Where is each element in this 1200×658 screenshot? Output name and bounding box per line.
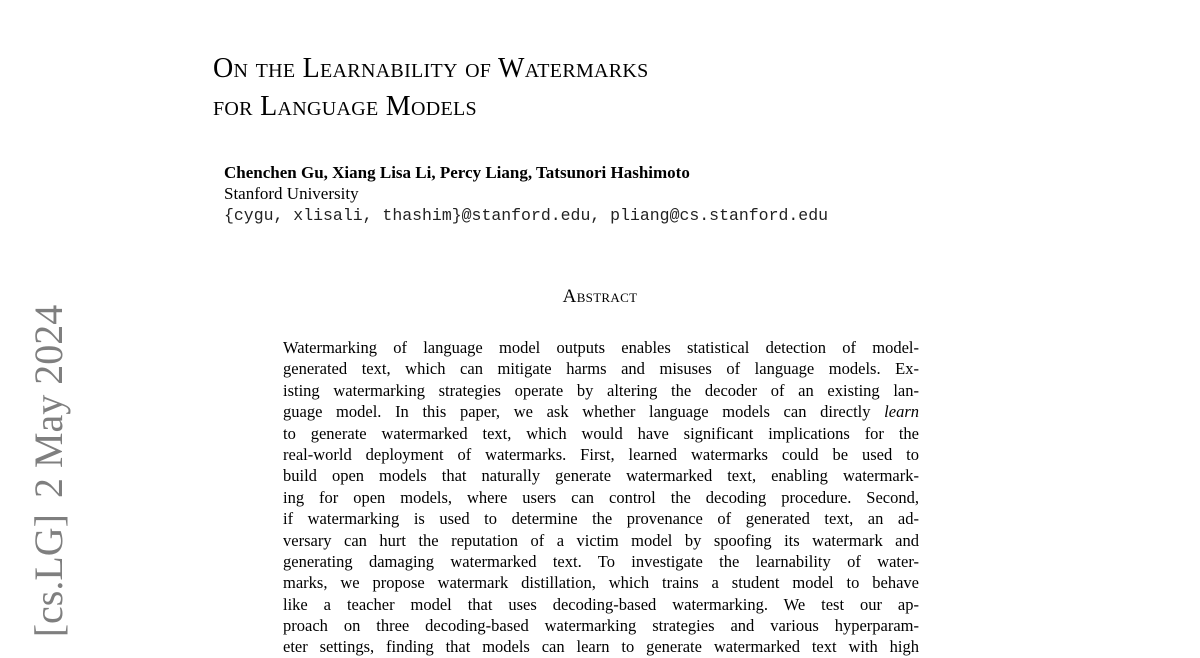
author-emails: {cygu, xlisali, thashim}@stanford.edu, pliang@cs.stanford.edu bbox=[224, 206, 828, 225]
arxiv-side-stamp bbox=[26, 304, 71, 638]
abstract-line-with-emphasis bbox=[283, 401, 919, 422]
title-line-2: for Language Models bbox=[213, 91, 477, 122]
abstract-body bbox=[283, 337, 919, 658]
abstract-heading: Abstract bbox=[562, 286, 638, 307]
abstract-line: generating damaging watermarked text. To investigate the learnability of water- bbox=[283, 551, 919, 571]
abstract-line: to generate watermarked text, which would have significant implications for the bbox=[283, 423, 919, 443]
abstract-line: if watermarking is used to determine the provenance of generated text, an ad- bbox=[283, 509, 919, 529]
abstract-line: build open models that naturally generate watermarked text, enabling watermark- bbox=[283, 466, 919, 486]
abstract-line: proach on three decoding-based watermarking strategies and various hyperparam- bbox=[283, 616, 919, 636]
arxiv-category: [cs.LG] bbox=[26, 514, 71, 638]
author-list: Chenchen Gu, Xiang Lisa Li, Percy Liang, Tatsunori Hashimoto bbox=[224, 163, 690, 182]
abstract-line: isting watermarking strategies operate by altering the decoder of an existing lan- bbox=[283, 380, 919, 400]
abstract-line: like a teacher model that uses decoding-based watermarking. We test our ap- bbox=[283, 594, 919, 614]
title-line-1: On the Learnability of Watermarks bbox=[213, 53, 649, 84]
abstract-line: marks, we propose watermark distillation, which trains a student model to behave bbox=[283, 573, 919, 593]
abstract-line: real-world deployment of watermarks. First, learned watermarks could be used to bbox=[283, 444, 919, 464]
abstract-line-text: guage model. In this paper, we ask whether language models can directly bbox=[283, 402, 885, 422]
affiliation: Stanford University bbox=[224, 184, 359, 203]
abstract-line: versary can hurt the reputation of a victim model by spoofing its watermark and bbox=[283, 530, 919, 550]
abstract-line: generated text, which can mitigate harms and misuses of language models. Ex- bbox=[283, 359, 919, 379]
emphasis-learn: learn bbox=[884, 402, 919, 422]
abstract-line: Watermarking of language model outputs enables statistical detection of model- bbox=[283, 338, 919, 357]
paper-title bbox=[213, 50, 649, 126]
abstract-line: ing for open models, where users can control the decoding procedure. Second, bbox=[283, 487, 919, 507]
abstract-line: eter settings, finding that models can learn to generate watermarked text with high bbox=[283, 637, 919, 657]
arxiv-date: 2 May 2024 bbox=[26, 304, 71, 499]
